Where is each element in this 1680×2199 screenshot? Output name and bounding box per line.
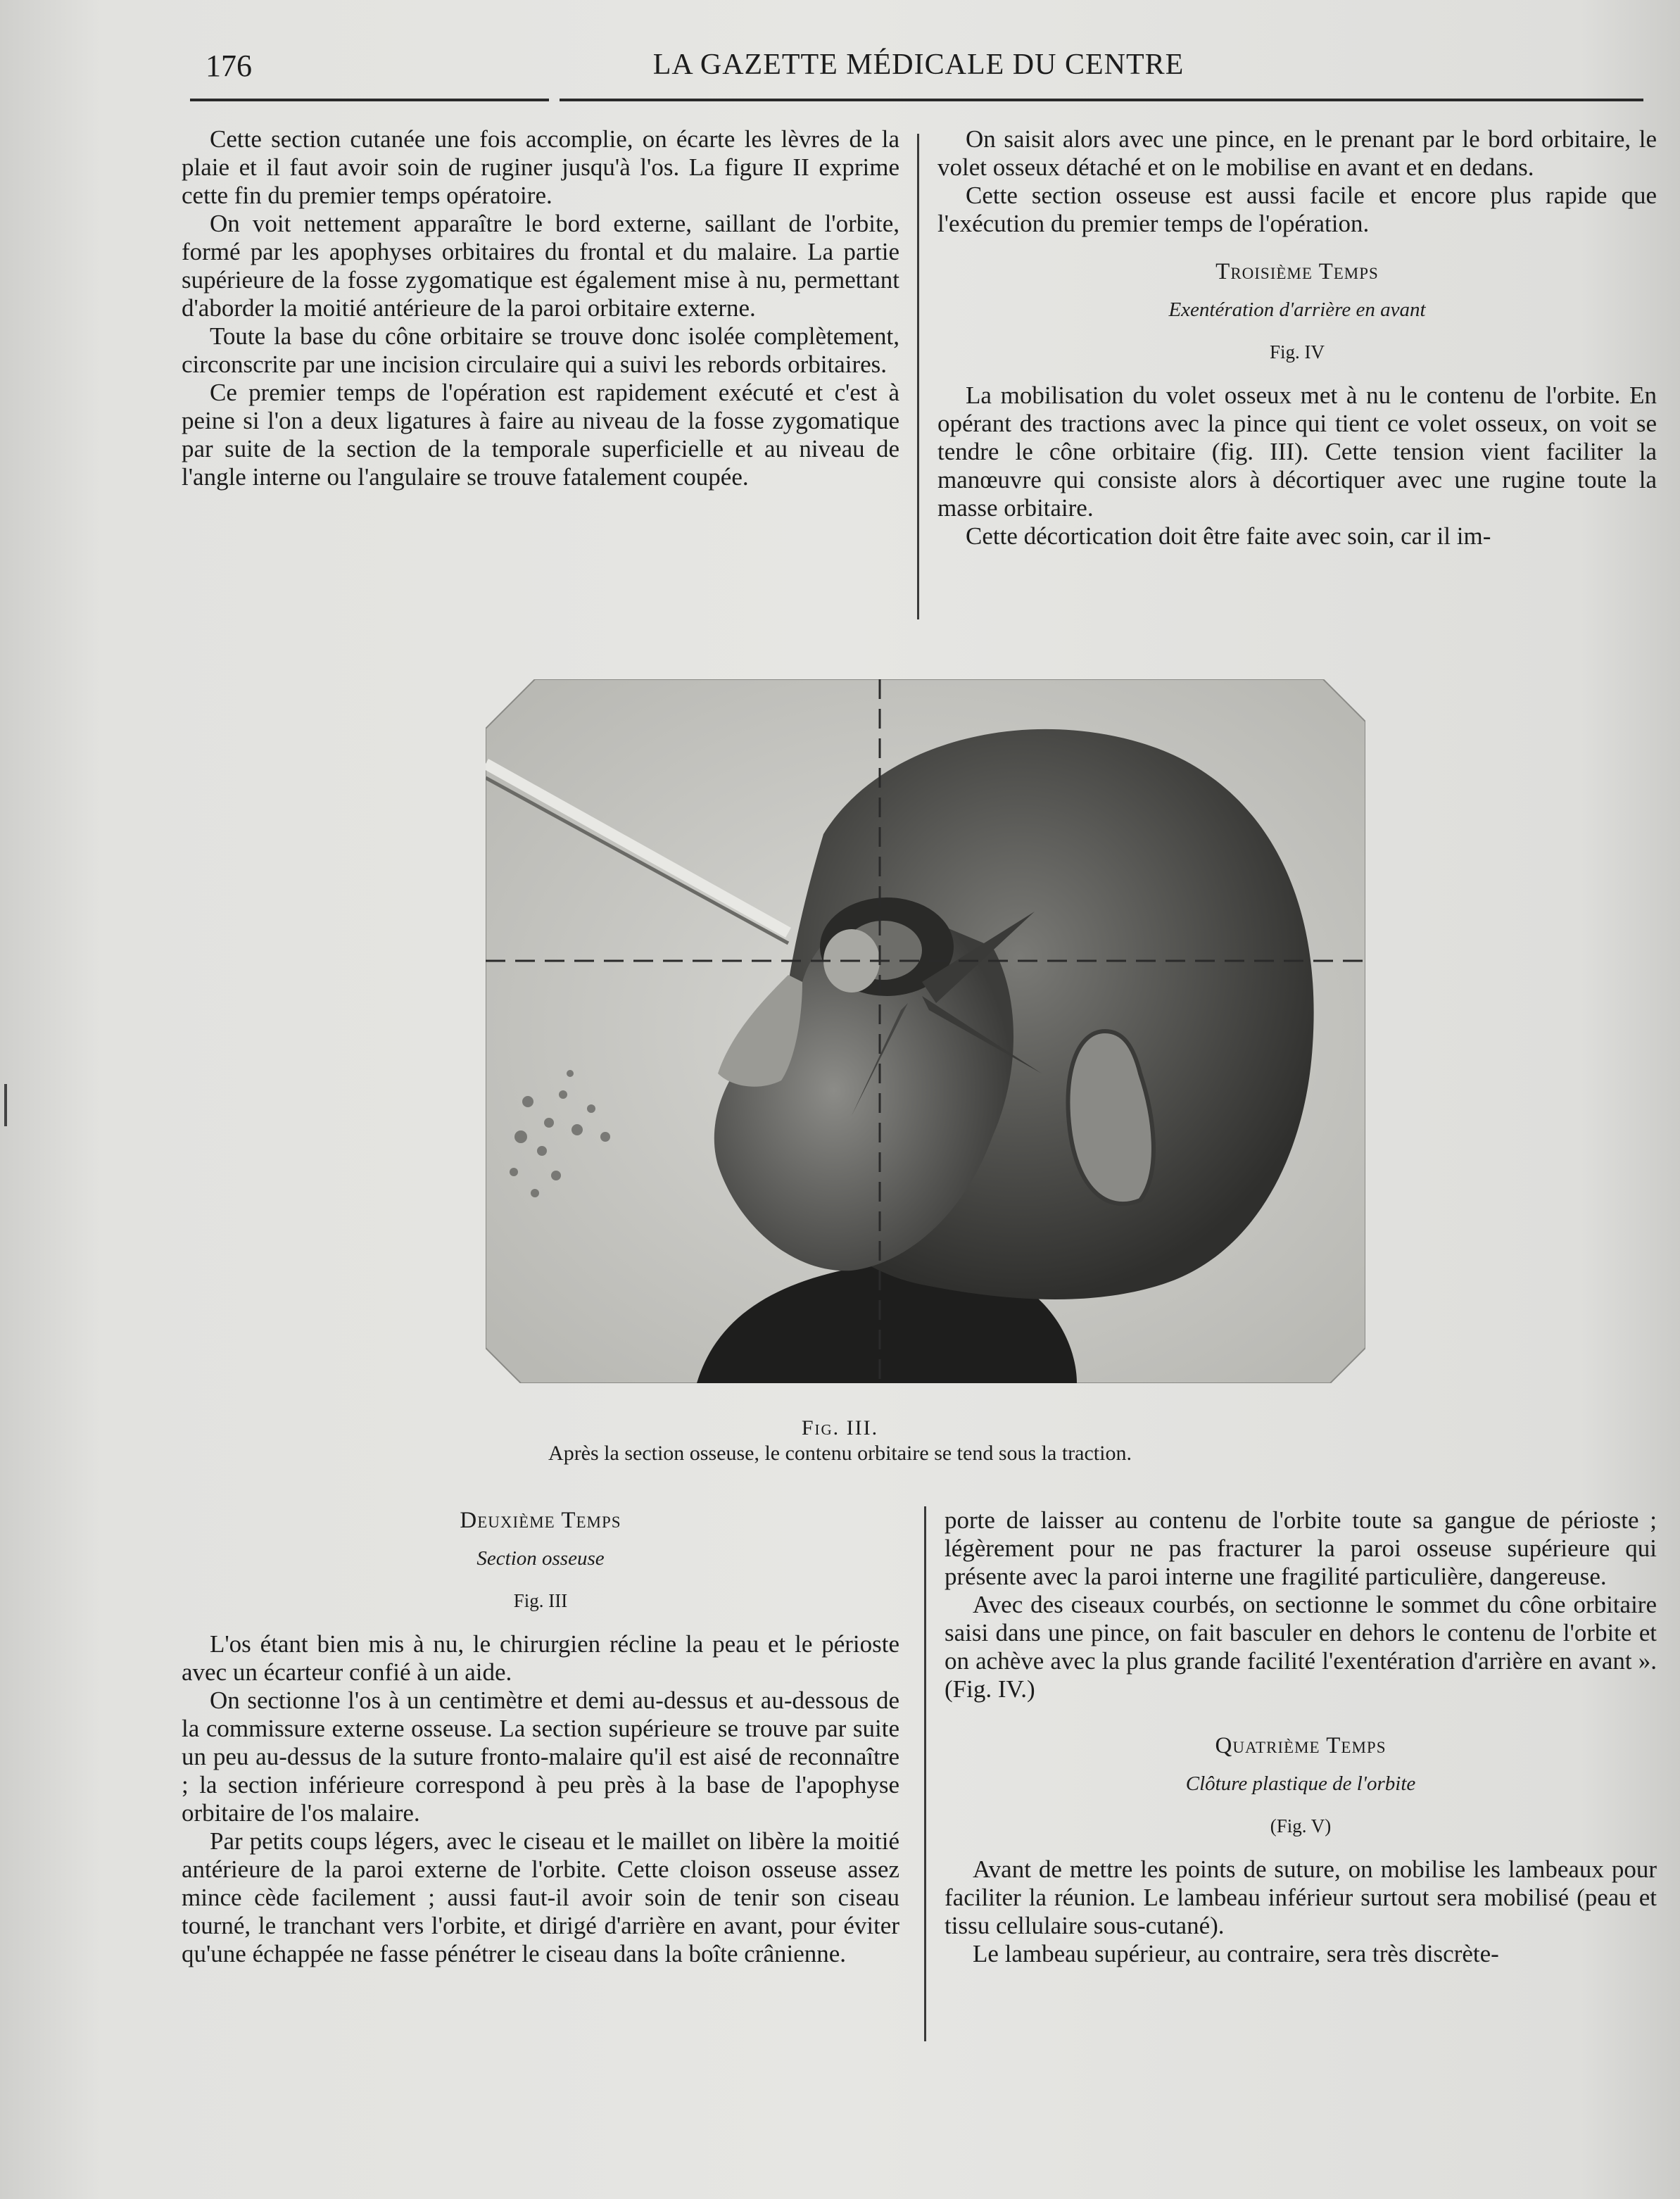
- bottom-right-column: [945, 1506, 1657, 1968]
- paragraph: Le lambeau supérieur, au contraire, sera très discrète-: [973, 1940, 1499, 1967]
- paragraph: porte de laisser au contenu de l'orbite toute sa gangue de périoste ; légèrement pour ne pas fracturer la paroi osseuse supérieure qui présente avec la paroi interne une fragilité particulière, dangereuse.: [945, 1506, 1657, 1590]
- page-header: [190, 41, 1647, 97]
- paragraph: Toute la base du cône orbitaire se trouve donc isolée complètement, circonscrite par une incision circulaire qui a suivi les rebords orbitaires.: [182, 322, 899, 378]
- section-subtitle: Clôture plastique de l'orbite: [1185, 1772, 1416, 1795]
- paragraph: Avec des ciseaux courbés, on sectionne le sommet du cône orbitaire saisi dans une pince, on fait basculer en dehors le contenu de l'orbite et on achève avec la plus grande facilité l'exentération d'arrière en avant ». (Fig. IV.): [945, 1591, 1657, 1703]
- paragraph: On voit nettement apparaître le bord externe, saillant de l'orbite, formé par les apophyses orbitaires du frontal et du malaire. La partie supérieure de la fosse zygomatique est également mise à nu, permettant d'aborder la moitié antérieure de la paroi orbitaire externe.: [182, 210, 899, 322]
- figure-caption: Après la section osseuse, le contenu orbitaire se tend sous la traction.: [548, 1442, 1132, 1465]
- column-divider: [924, 1506, 926, 2041]
- column-divider: [917, 134, 919, 619]
- paragraph: L'os étant bien mis à nu, le chirurgien récline la peau et le périoste avec un écarteur confié à un aide.: [182, 1630, 899, 1686]
- paragraph: La mobilisation du volet osseux met à nu le contenu de l'orbite. En opérant des tractions avec la pince qui tient ce volet osseux, on voit se tendre le cône orbitaire (fig. III). Cette tension vient faciliter la manœuvre qui consiste alors à décortiquer avec une rugine toute la masse orbitaire.: [937, 382, 1657, 522]
- paragraph: On sectionne l'os à un centimètre et demi au-dessus et au-dessous de la commissure externe osseuse. La section supérieure se trouve par suite un peu au-dessus de la suture fronto-malaire qu'il est aisé de reconnaître ; la section inférieure correspond à peu près à la base de l'apophyse orbitaire de l'os malaire.: [182, 1687, 899, 1827]
- paragraph: Par petits coups légers, avec le ciseau et le maillet on libère la moitié antérieure de la paroi externe de l'orbite. Cette cloison osseuse assez mince cède facilement ; aussi faut-il avoir soin de tenir son ciseau tourné, le tranchant vers l'orbite, et dirigé d'arrière en avant, pour éviter qu'une échappée ne fasse pénétrer le ciseau dans la boîte crânienne.: [182, 1827, 899, 1967]
- page-edge-mark: [4, 1084, 7, 1126]
- section-title-troisieme-temps: Troisième Temps: [1215, 259, 1379, 284]
- figure-iii-photograph: [486, 679, 1365, 1383]
- running-title: LA GAZETTE MÉDICALE DU CENTRE: [652, 49, 1185, 81]
- bottom-left-column: [182, 1506, 899, 1968]
- paragraph: Cette section cutanée une fois accomplie, on écarte les lèvres de la plaie et il faut avoir soin de ruginer jusqu'à l'os. La figure II exprime cette fin du premier temps opératoire.: [182, 125, 899, 209]
- paragraph: Ce premier temps de l'opération est rapidement exécuté et c'est à peine si l'on a deux ligatures à faire au niveau de la fosse zygomatique par suite de la section de la temporale superficielle et au niveau de l'angle interne ou l'angulaire se trouve fatalement coupée.: [182, 379, 899, 491]
- header-rule: [560, 99, 1643, 101]
- figure-reference: (Fig. V): [1270, 1815, 1332, 1836]
- paragraph: Avant de mettre les points de suture, on mobilise les lambeaux pour faciliter la réunion. Le lambeau inférieur surtout sera mobilisé (peau et tissu cellulaire sous-cutané).: [945, 1855, 1657, 1939]
- section-title-quatrieme-temps: Quatrième Temps: [1215, 1733, 1387, 1758]
- section-subtitle: Exentération d'arrière en avant: [1168, 298, 1426, 321]
- paragraph: Cette section osseuse est aussi facile et encore plus rapide que l'exécution du premier temps de l'opération.: [937, 182, 1657, 237]
- figure-reference: Fig. III: [513, 1590, 568, 1611]
- top-right-column: [937, 125, 1657, 550]
- paragraph: Cette décortication doit être faite avec soin, car il im-: [966, 522, 1491, 550]
- page-number: 176: [206, 49, 252, 83]
- figure-number: Fig. III.: [801, 1416, 879, 1439]
- header-rule: [190, 99, 549, 101]
- section-title-deuxieme-temps: Deuxième Temps: [460, 1508, 621, 1533]
- paragraph: On saisit alors avec une pince, en le prenant par le bord orbitaire, le volet osseux détaché et on le mobilise en avant et en dedans.: [937, 125, 1657, 181]
- section-subtitle: Section osseuse: [476, 1547, 605, 1570]
- top-left-column: [182, 125, 899, 491]
- figure-reference: Fig. IV: [1269, 341, 1325, 363]
